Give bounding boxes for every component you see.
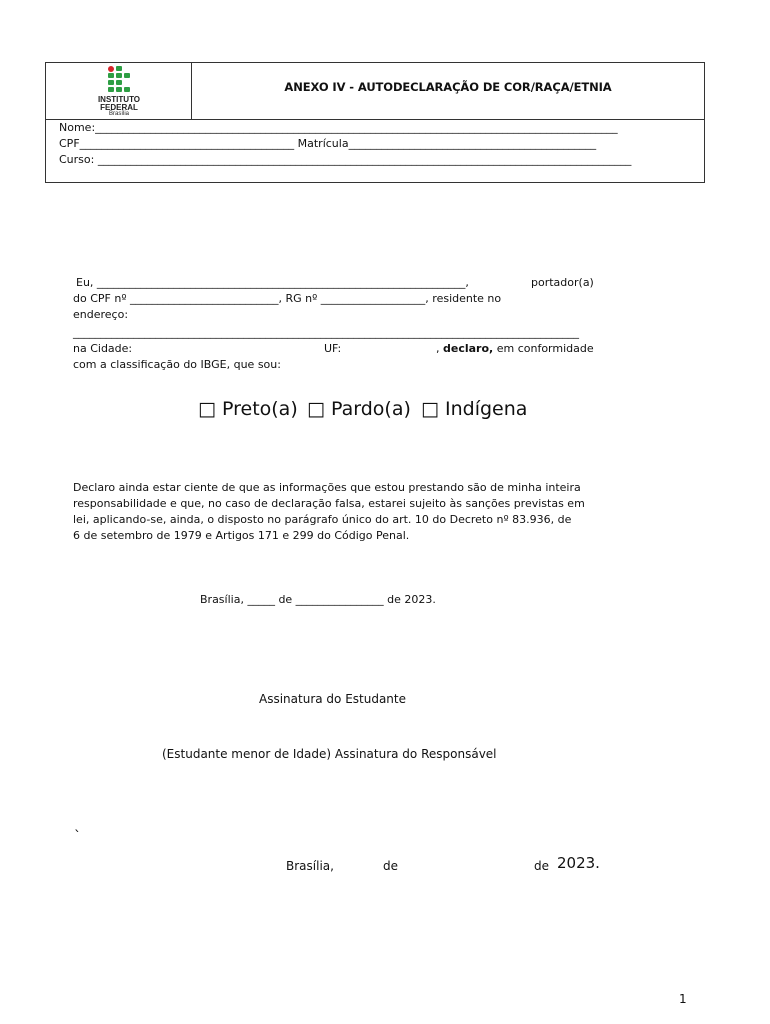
- decl-line-2: do CPF nº ___________________________, RG nº ___________________, residente no: [73, 292, 502, 305]
- page-number: 1: [679, 992, 687, 1006]
- awareness-line-3: lei, aplicando-se, ainda, o disposto no parágrafo único do art. 10 do Decreto nº 83.936, de: [73, 513, 572, 526]
- awareness-line-4: 6 de setembro de 1979 e Artigos 171 e 299 do Código Penal.: [73, 529, 410, 542]
- stray-mark: `: [74, 829, 81, 845]
- decl-line-1: Eu, ___________________________________________________________________,: [76, 276, 469, 289]
- logo-text-instituto: INSTITUTO: [97, 95, 141, 104]
- document-title: ANEXO IV - AUTODECLARAÇÃO DE COR/RAÇA/ETNIA: [284, 80, 612, 94]
- header-table: [45, 62, 705, 183]
- guardian-signature-label: (Estudante menor de Idade) Assinatura do Responsável: [162, 747, 497, 761]
- decl-line-1-right: portador(a): [531, 276, 594, 289]
- decl-uf-label: UF:: [324, 342, 342, 355]
- curso-field-line: Curso: _________________________________________________________________________________________________: [59, 153, 632, 166]
- logo-cell: [46, 63, 192, 120]
- option-preto[interactable]: □ Preto(a): [198, 398, 298, 420]
- awareness-line-2: responsabilidade e que, no caso de declaração falsa, estarei sujeito às sanções previstas em: [73, 497, 585, 510]
- decl-line-3: endereço:: [73, 308, 129, 321]
- decl-address-blank: ____________________________________________________________________________________________: [73, 326, 579, 339]
- logo-text-campus: Brasília: [108, 111, 129, 117]
- header-divider: [46, 119, 704, 120]
- title-cell: [192, 63, 704, 120]
- cpf-matricula-field-line: CPF_______________________________________ Matrícula_____________________________________________: [59, 137, 597, 150]
- decl-city-label: na Cidade:: [73, 342, 133, 355]
- option-indigena[interactable]: □ Indígena: [421, 398, 528, 420]
- date-line-2-de2: de: [534, 859, 549, 873]
- date-line-2-city: Brasília,: [286, 859, 334, 873]
- awareness-line-1: Declaro ainda estar ciente de que as informações que estou prestando são de minha inteira: [73, 481, 581, 494]
- student-signature-label: Assinatura do Estudante: [259, 692, 406, 706]
- date-line-2-year: 2023.: [557, 854, 600, 872]
- option-pardo[interactable]: □ Pardo(a): [307, 398, 411, 420]
- decl-line-6: com a classificação do IBGE, que sou:: [73, 358, 281, 371]
- nome-field-line: Nome:_______________________________________________________________________________________________: [59, 121, 618, 134]
- date-line-1: Brasília, _____ de ________________ de 2023.: [200, 593, 436, 606]
- date-line-2-de1: de: [383, 859, 398, 873]
- logo-text-federal: FEDERAL: [100, 103, 138, 112]
- decl-declaro: , declaro, em conformidade: [436, 342, 594, 355]
